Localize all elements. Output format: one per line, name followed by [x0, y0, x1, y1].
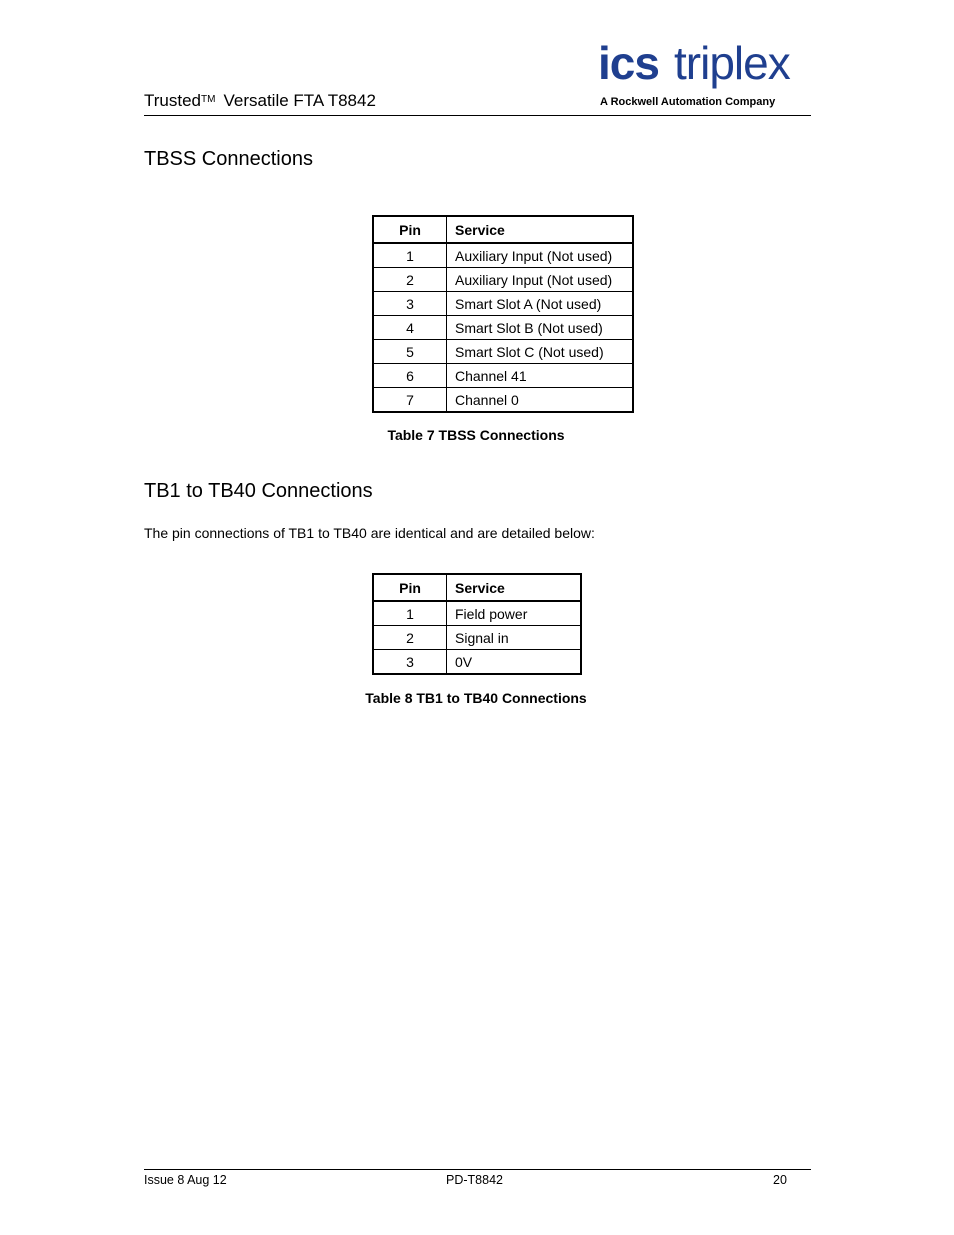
logo-tagline [600, 96, 776, 108]
intro-paragraph: The pin connections of TB1 to TB40 are identical and are detailed below: [144, 525, 595, 541]
cell-pin: 2 [373, 268, 447, 292]
table-row [373, 316, 633, 340]
cell-service: Auxiliary Input (Not used) [447, 243, 634, 268]
logo-brand-ics: ics [598, 38, 659, 89]
footer-page-number: 20 [773, 1173, 787, 1187]
cell-pin: 1 [373, 601, 447, 626]
logo-tagline-suffix: Company [722, 96, 776, 108]
caption-table-7: Table 7 TBSS Connections [387, 427, 565, 443]
footer-document-id: PD-T8842 [446, 1173, 503, 1187]
column-header-pin: Pin [373, 216, 447, 243]
heading-tbss-connections: TBSS Connections [144, 148, 313, 170]
cell-pin: 2 [373, 626, 447, 650]
cell-pin: 4 [373, 316, 447, 340]
table-row [373, 650, 581, 675]
table-row [373, 601, 581, 626]
table-row [373, 364, 633, 388]
cell-pin: 1 [373, 243, 447, 268]
ics-triplex-logo [598, 38, 810, 110]
column-header-pin: Pin [373, 574, 447, 601]
cell-service: Auxiliary Input (Not used) [447, 268, 634, 292]
cell-service: 0V [447, 650, 582, 675]
table-header-row [373, 216, 633, 243]
cell-service: Smart Slot C (Not used) [447, 340, 634, 364]
table-tbss-connections [372, 215, 634, 413]
cell-service: Smart Slot B (Not used) [447, 316, 634, 340]
cell-service: Channel 0 [447, 388, 634, 413]
cell-service: Signal in [447, 626, 582, 650]
heading-tb1-to-tb40-connections: TB1 to TB40 Connections [144, 480, 373, 502]
header-divider [144, 115, 811, 116]
footer-divider [144, 1169, 811, 1170]
column-header-service: Service [447, 574, 582, 601]
cell-pin: 3 [373, 650, 447, 675]
column-header-service: Service [447, 216, 634, 243]
table-row [373, 268, 633, 292]
trademark-mark: TM [201, 94, 216, 105]
document-title: Versatile FTA T8842 [223, 91, 376, 110]
cell-service: Channel 41 [447, 364, 634, 388]
cell-pin: 5 [373, 340, 447, 364]
product-name: Trusted [144, 91, 202, 110]
logo-brand-triplex: triplex [674, 38, 790, 89]
footer-issue: Issue 8 Aug 12 [144, 1173, 227, 1187]
table-header-row [373, 574, 581, 601]
logo-tagline-bold: Rockwell Automation [610, 96, 723, 108]
table-tb1-to-tb40-connections [372, 573, 582, 675]
table-row [373, 243, 633, 268]
cell-service: Field power [447, 601, 582, 626]
cell-pin: 7 [373, 388, 447, 413]
table-row [373, 292, 633, 316]
page-header-title [144, 91, 376, 111]
cell-pin: 6 [373, 364, 447, 388]
logo-tagline-prefix: A [600, 96, 611, 108]
table-row [373, 388, 633, 413]
cell-service: Smart Slot A (Not used) [447, 292, 634, 316]
caption-table-8: Table 8 TB1 to TB40 Connections [365, 690, 587, 706]
cell-pin: 3 [373, 292, 447, 316]
table-row [373, 340, 633, 364]
table-row [373, 626, 581, 650]
